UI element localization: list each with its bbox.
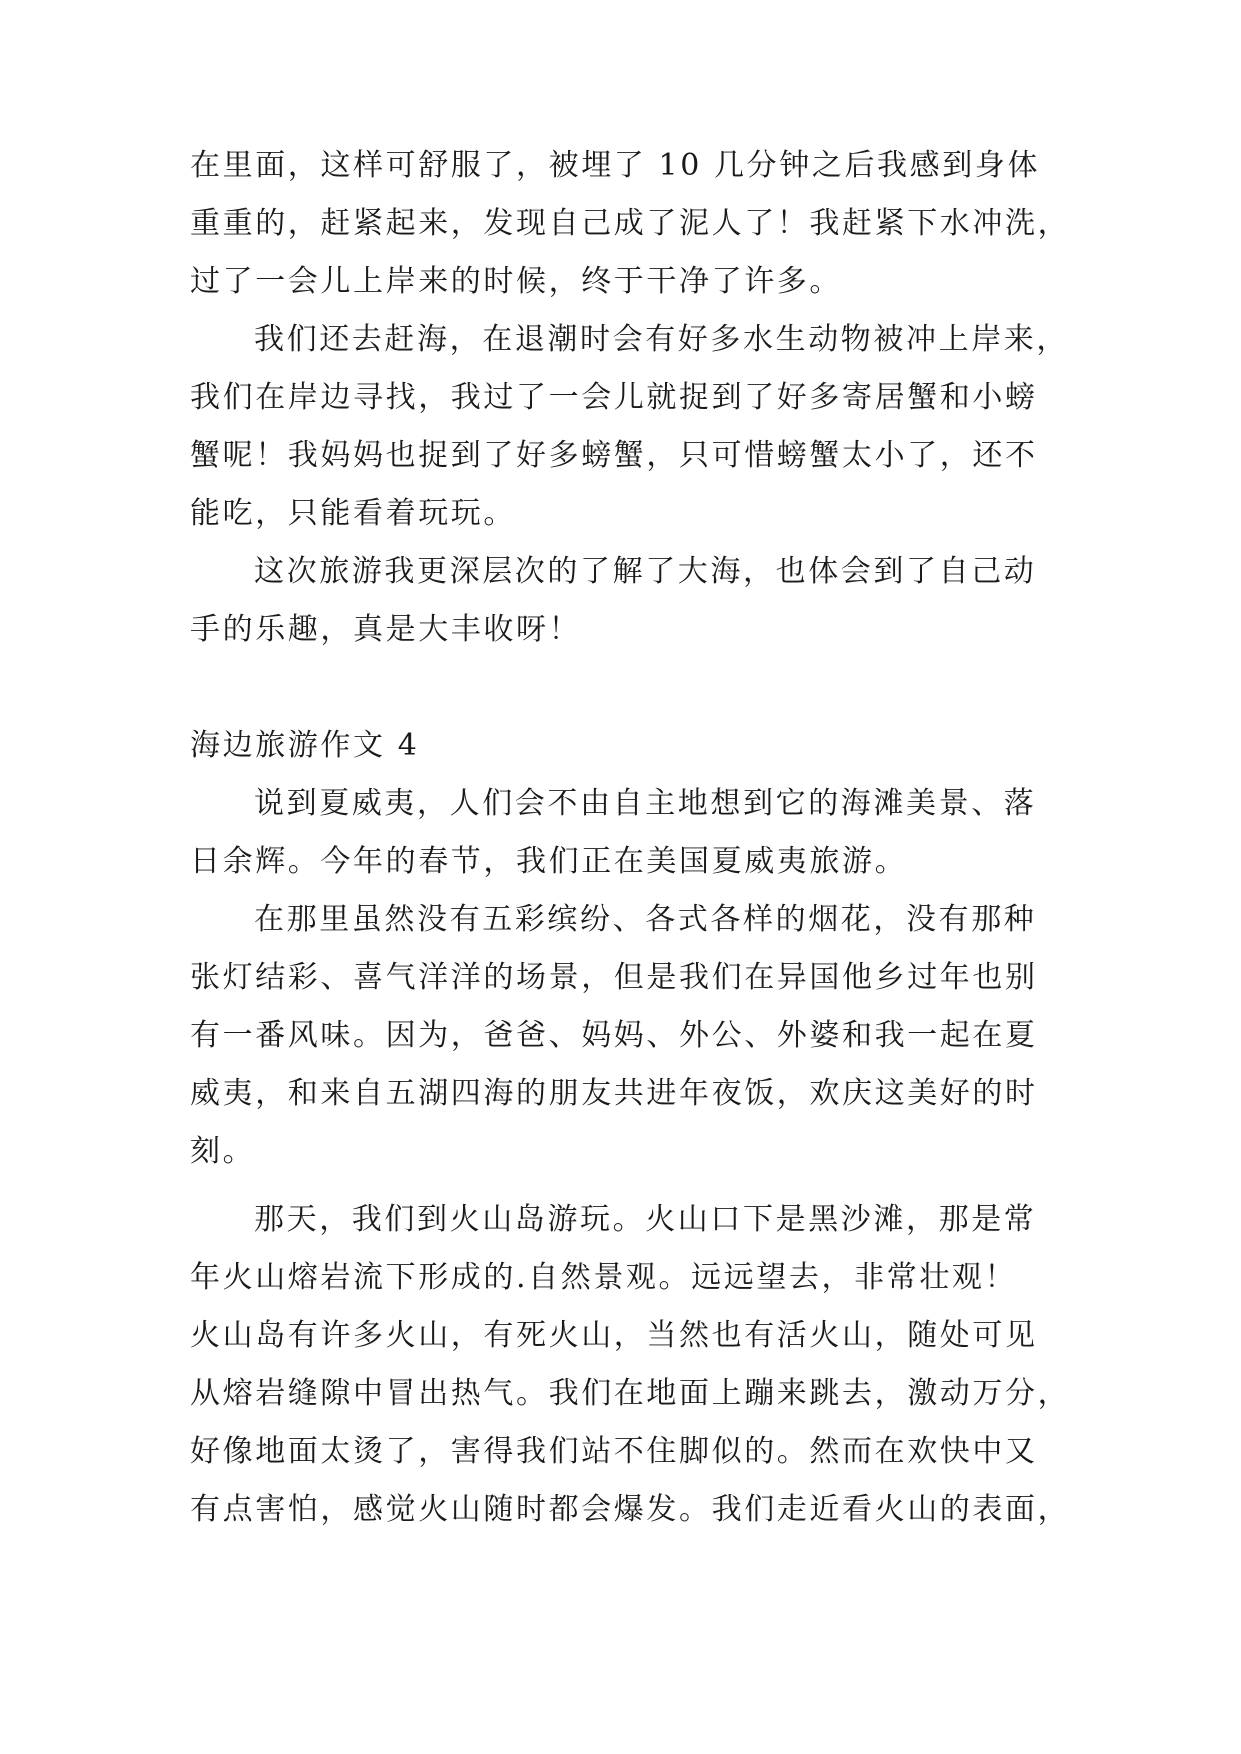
body-text-line: 有一番风味。因为，爸爸、妈妈、外公、外婆和我一起在夏 <box>190 1018 1038 1053</box>
body-text-line: 我们在岸边寻找，我过了一会儿就捉到了好多寄居蟹和小螃 <box>190 380 1038 415</box>
body-text-line: 刻。 <box>190 1134 256 1169</box>
body-text-line: 说到夏威夷，人们会不由自主地想到它的海滩美景、落 <box>254 786 1037 821</box>
body-text-line: 我们还去赶海，在退潮时会有好多水生动物被冲上岸来， <box>254 322 1069 357</box>
body-text-line: 火山岛有许多火山，有死火山，当然也有活火山，随处可见 <box>190 1318 1038 1353</box>
body-text-line: 手的乐趣，真是大丰收呀！ <box>190 612 582 647</box>
body-text-line: 在里面，这样可舒服了，被埋了 10 几分钟之后我感到身体 <box>190 148 1041 183</box>
body-text-line: 过了一会儿上岸来的时候，终于干净了许多。 <box>190 264 842 299</box>
body-text-line: 在那里虽然没有五彩缤纷、各式各样的烟花，没有那种 <box>254 902 1037 937</box>
body-text-line: 威夷，和来自五湖四海的朋友共进年夜饭，欢庆这美好的时 <box>190 1076 1038 1111</box>
body-text-line: 年火山熔岩流下形成的.自然景观。远远望去，非常壮观！ <box>190 1260 1018 1295</box>
body-text-line: 日余辉。今年的春节，我们正在美国夏威夷旅游。 <box>190 844 908 879</box>
body-text-line: 张灯结彩、喜气洋洋的场景，但是我们在异国他乡过年也别 <box>190 960 1038 995</box>
section-heading: 海边旅游作文 4 <box>190 728 420 763</box>
body-text-line: 那天，我们到火山岛游玩。火山口下是黑沙滩，那是常 <box>254 1202 1037 1237</box>
body-text-line: 蟹呢！我妈妈也捉到了好多螃蟹，只可惜螃蟹太小了，还不 <box>190 438 1038 473</box>
body-text-line: 从熔岩缝隙中冒出热气。我们在地面上蹦来跳去，激动万分， <box>190 1376 1071 1411</box>
body-text-line: 好像地面太烫了，害得我们站不住脚似的。然而在欢快中又 <box>190 1434 1038 1469</box>
body-text-line: 有点害怕，感觉火山随时都会爆发。我们走近看火山的表面， <box>190 1492 1071 1527</box>
body-text-line: 能吃，只能看着玩玩。 <box>190 496 516 531</box>
body-text-line: 这次旅游我更深层次的了解了大海，也体会到了自己动 <box>254 554 1037 589</box>
body-text-line: 重重的，赶紧起来，发现自己成了泥人了！我赶紧下水冲洗， <box>190 206 1071 241</box>
